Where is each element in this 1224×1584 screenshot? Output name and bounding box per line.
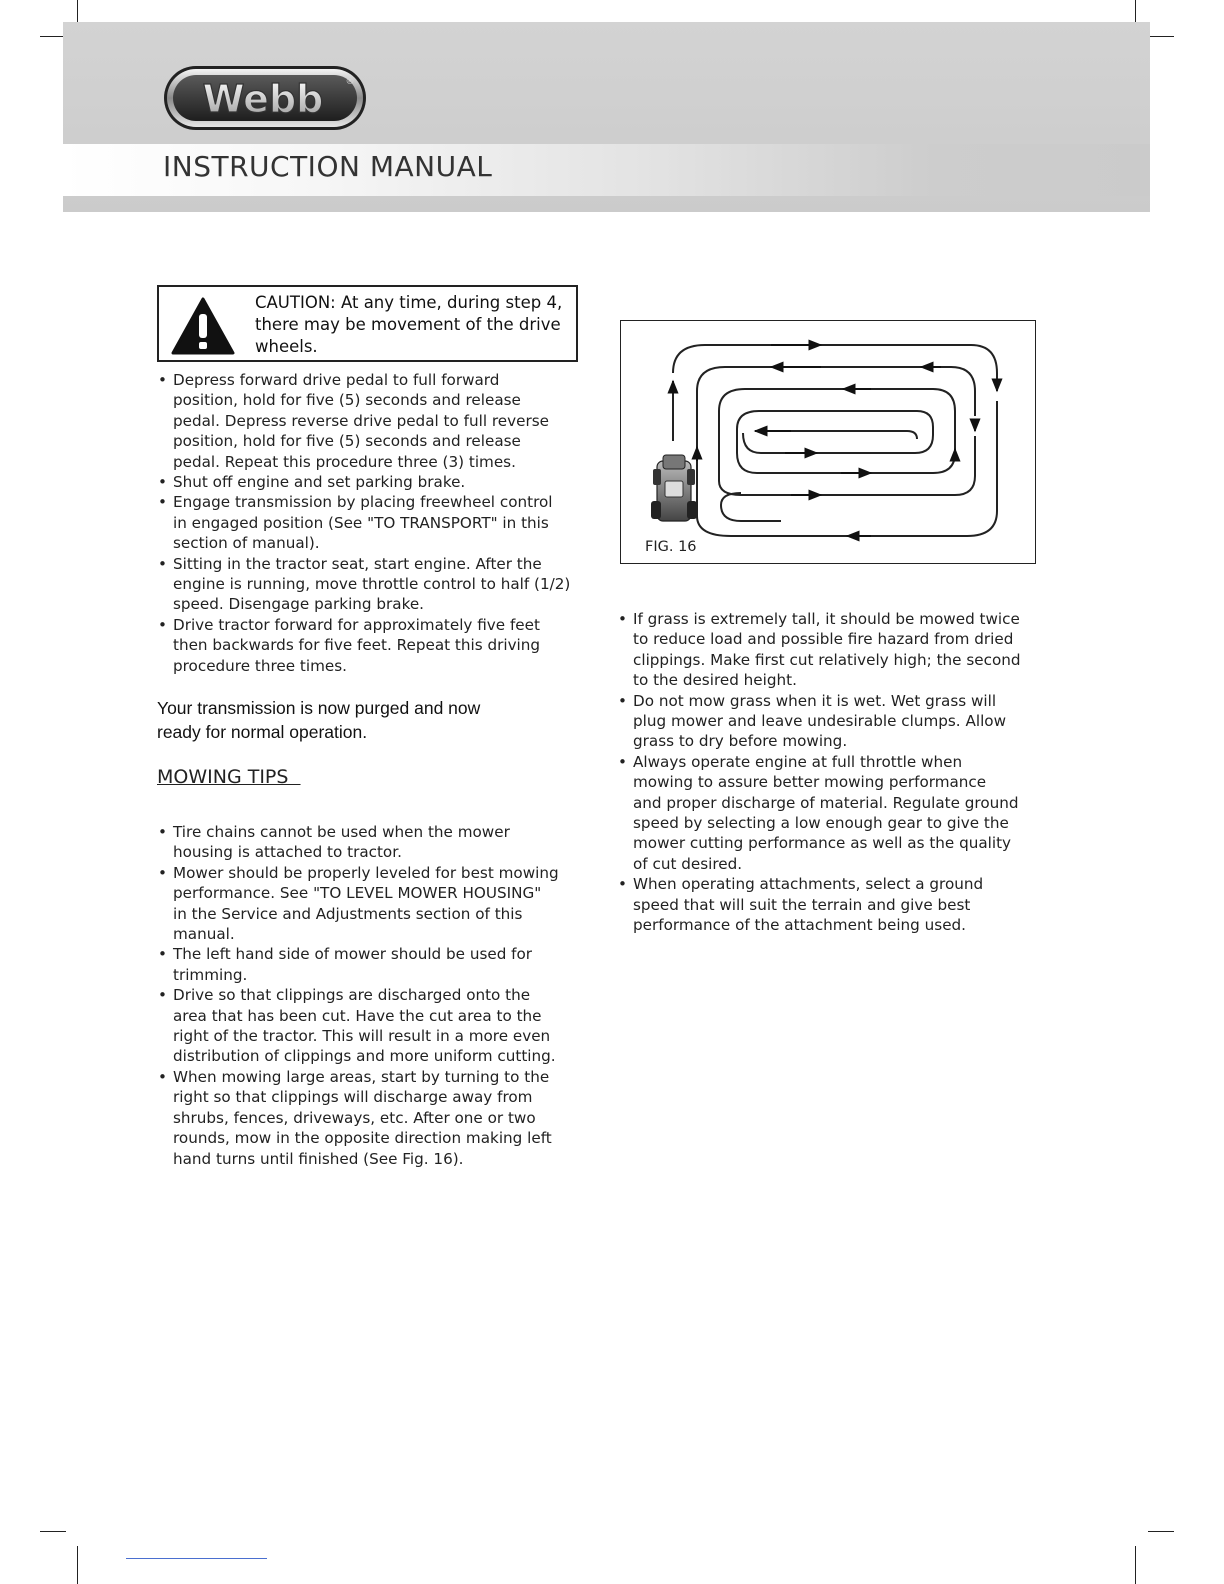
logo-wordmark: Webb xyxy=(202,77,324,121)
list-item xyxy=(617,609,1057,691)
list-item xyxy=(617,691,1057,752)
list-item-line: If grass is extremely tall, it should be mowed twice xyxy=(633,610,1020,628)
figure-caption: FIG. 16 xyxy=(645,539,697,555)
list-item-line: pedal. Depress reverse drive pedal to full reverse xyxy=(173,411,549,430)
list-item-line: speed by selecting a low enough gear to give the xyxy=(633,814,1009,833)
list-item-line: performance. See "TO LEVEL MOWER HOUSING" xyxy=(173,884,542,903)
list-item-line: position, hold for five (5) seconds and release xyxy=(173,432,521,451)
list-item xyxy=(617,874,1057,935)
list-item-line: section of manual). xyxy=(173,534,320,553)
list-item-line: Tire chains cannot be used when the mower xyxy=(173,823,510,841)
caution-label: CAUTION: xyxy=(255,293,336,312)
caution-line: At any time, during step 4, xyxy=(340,293,563,312)
list-item-line: The left hand side of mower should be used for xyxy=(173,945,533,964)
list-item xyxy=(617,752,1057,874)
list-item-line: housing is attached to tractor. xyxy=(173,843,402,862)
logo-registered-mark: ® xyxy=(345,77,355,87)
list-item-line: in engaged position (See "TO TRANSPORT" in this xyxy=(173,513,549,532)
list-item xyxy=(157,472,597,492)
list-item-line: procedure three times. xyxy=(173,656,347,675)
list-item-line: speed that will suit the terrain and give best xyxy=(633,895,971,914)
mowing-tips-list xyxy=(157,822,597,1169)
list-item-line: trimming. xyxy=(173,965,248,984)
list-item-line: of cut desired. xyxy=(633,854,743,873)
list-item-line: grass to dry before mowing. xyxy=(633,732,848,751)
list-item-line: Do not mow grass when it is wet. Wet grass will xyxy=(633,691,997,710)
warning-triangle-icon xyxy=(171,297,235,355)
list-item-line: position, hold for five (5) seconds and release xyxy=(173,391,521,410)
crop-mark xyxy=(40,1531,66,1532)
list-item-line: shrubs, fences, driveways, etc. After one or two xyxy=(173,1108,536,1127)
list-item-line: Depress forward drive pedal to full forward xyxy=(173,371,500,389)
mowing-pattern-diagram xyxy=(621,321,1037,565)
list-item-line: performance of the attachment being used. xyxy=(633,916,967,935)
mowing-tips-heading: MOWING TIPS xyxy=(157,766,301,788)
list-item xyxy=(157,985,597,1067)
list-item-line: right so that clippings will discharge away from xyxy=(173,1088,533,1107)
list-item xyxy=(157,370,597,472)
list-item-line: Drive tractor forward for approximately five feet xyxy=(173,615,540,634)
list-item xyxy=(157,1067,597,1169)
caution-message xyxy=(255,292,577,358)
footer-rule xyxy=(126,1558,267,1559)
purged-statement xyxy=(157,696,557,744)
list-item-line: and proper discharge of material. Regulate ground xyxy=(633,793,1019,812)
list-item-line: Shut off engine and set parking brake. xyxy=(173,473,466,492)
list-item-line: speed. Disengage parking brake. xyxy=(173,595,425,614)
list-item-line: to the desired height. xyxy=(633,671,797,690)
crop-mark xyxy=(77,1546,78,1584)
caution-box xyxy=(157,285,578,362)
purged-line: Your transmission is now purged and now xyxy=(157,698,481,718)
list-item-line: Mower should be properly leveled for best mowing xyxy=(173,863,559,882)
list-item-line: Always operate engine at full throttle when xyxy=(633,752,963,771)
figure-16 xyxy=(620,320,1036,564)
list-item-line: to reduce load and possible fire hazard from dried xyxy=(633,630,1014,649)
caution-line: there may be movement of the drive xyxy=(255,315,561,334)
list-item-line: in the Service and Adjustments section of this xyxy=(173,904,523,923)
list-item-line: then backwards for five feet. Repeat this driving xyxy=(173,636,541,655)
list-item-line: distribution of clippings and more uniform cutting. xyxy=(173,1047,556,1066)
list-item-line: pedal. Repeat this procedure three (3) times. xyxy=(173,452,516,471)
right-tips-list xyxy=(617,609,1057,936)
list-item xyxy=(157,944,597,985)
purged-line: ready for normal operation. xyxy=(157,722,368,742)
list-item-line: Engage transmission by placing freewheel control xyxy=(173,493,553,512)
list-item-line: mowing to assure better mowing performance xyxy=(633,773,987,792)
list-item-line: When operating attachments, select a ground xyxy=(633,875,984,894)
list-item-line: engine is running, move throttle control to half (1/2) xyxy=(173,575,571,594)
list-item xyxy=(157,554,597,615)
list-item-line: Drive so that clippings are discharged onto the xyxy=(173,986,531,1005)
list-item-line: hand turns until finished (See Fig. 16). xyxy=(173,1149,464,1168)
list-item-line: When mowing large areas, start by turning to the xyxy=(173,1067,550,1086)
list-item xyxy=(157,863,597,945)
page-title: INSTRUCTION MANUAL xyxy=(163,150,493,183)
crop-mark xyxy=(1148,36,1174,37)
crop-mark xyxy=(1135,1546,1136,1584)
caution-line: wheels. xyxy=(255,337,318,356)
list-item-line: right of the tractor. This will result in a more even xyxy=(173,1027,551,1046)
procedure-list xyxy=(157,370,597,676)
list-item-line: clippings. Make first cut relatively high; the second xyxy=(633,650,1021,669)
list-item xyxy=(157,822,597,863)
tractor-icon xyxy=(651,455,697,521)
list-item-line: Sitting in the tractor seat, start engine. After the xyxy=(173,554,542,573)
list-item-line: plug mower and leave undesirable clumps. Allow xyxy=(633,712,1006,731)
webb-logo xyxy=(162,64,368,132)
list-item xyxy=(157,615,597,676)
list-item-line: mower cutting performance as well as the quality xyxy=(633,834,1012,853)
list-item-line: manual. xyxy=(173,925,235,944)
list-item xyxy=(157,492,597,553)
crop-mark xyxy=(1148,1531,1174,1532)
list-item-line: area that has been cut. Have the cut area to the xyxy=(173,1006,542,1025)
list-item-line: rounds, mow in the opposite direction making left xyxy=(173,1129,552,1148)
